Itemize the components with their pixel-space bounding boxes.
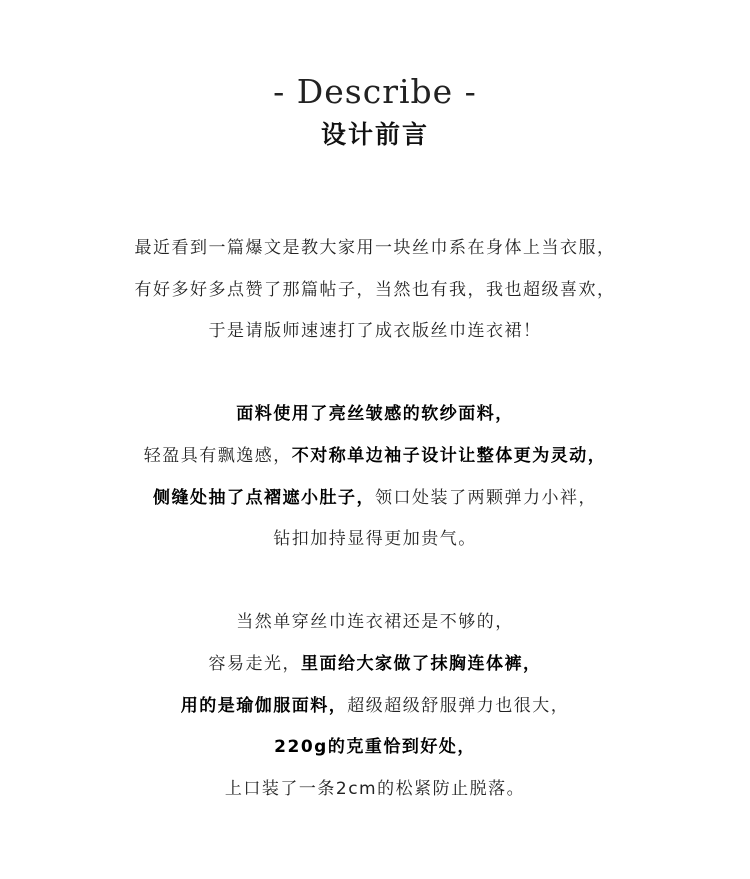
bold-text: 侧缝处抽了点褶遮小肚子， [153, 487, 375, 508]
text-line [0, 727, 750, 769]
paragraph-spacer [0, 353, 750, 395]
text-span: 领口处装了两颗弹力小袢， [375, 487, 597, 508]
text-line [0, 644, 750, 686]
text-span: 上口装了一条2cm的松紧防止脱落。 [224, 778, 526, 799]
text-span: 轻盈具有飘逸感， [143, 445, 292, 466]
paragraph [0, 228, 750, 353]
text-line [0, 602, 750, 644]
bold-text: 不对称单边袖子设计让整体更为灵动， [291, 445, 607, 466]
paragraph [0, 602, 750, 810]
text-line [0, 519, 750, 561]
text-span: 钻扣加持显得更加贵气。 [273, 529, 477, 550]
bold-text: 面料使用了亮丝皱感的软纱面料， [236, 404, 514, 425]
paragraph-spacer [0, 561, 750, 603]
section-title: - Describe - [273, 72, 477, 111]
paragraph [0, 394, 750, 560]
text-span: 最近看到一篇爆文是教大家用一块丝巾系在身体上当衣服， [134, 238, 616, 258]
text-span: 当然单穿丝巾连衣裙还是不够的， [236, 612, 514, 633]
bold-text: 里面给大家做了抹胸连体裤， [301, 653, 542, 674]
text-line [0, 478, 750, 520]
text-line [0, 270, 750, 312]
description-body [0, 228, 750, 810]
text-line [0, 228, 750, 270]
text-line [0, 769, 750, 811]
text-span: 有好多好多点赞了那篇帖子，当然也有我，我也超级喜欢， [134, 279, 616, 300]
section-subtitle: 设计前言 [320, 120, 429, 149]
text-line [0, 311, 750, 353]
bold-text: 用的是瑜伽服面料， [180, 695, 348, 716]
text-line [0, 436, 750, 478]
text-span: 容易走光， [208, 653, 301, 674]
text-line [0, 686, 750, 728]
text-span: 于是请版师速速打了成衣版丝巾连衣裙！ [208, 321, 542, 342]
text-span: 超级超级舒服弹力也很大， [347, 695, 570, 716]
text-line [0, 394, 750, 436]
bold-text: 220g的克重恰到好处， [274, 737, 476, 758]
